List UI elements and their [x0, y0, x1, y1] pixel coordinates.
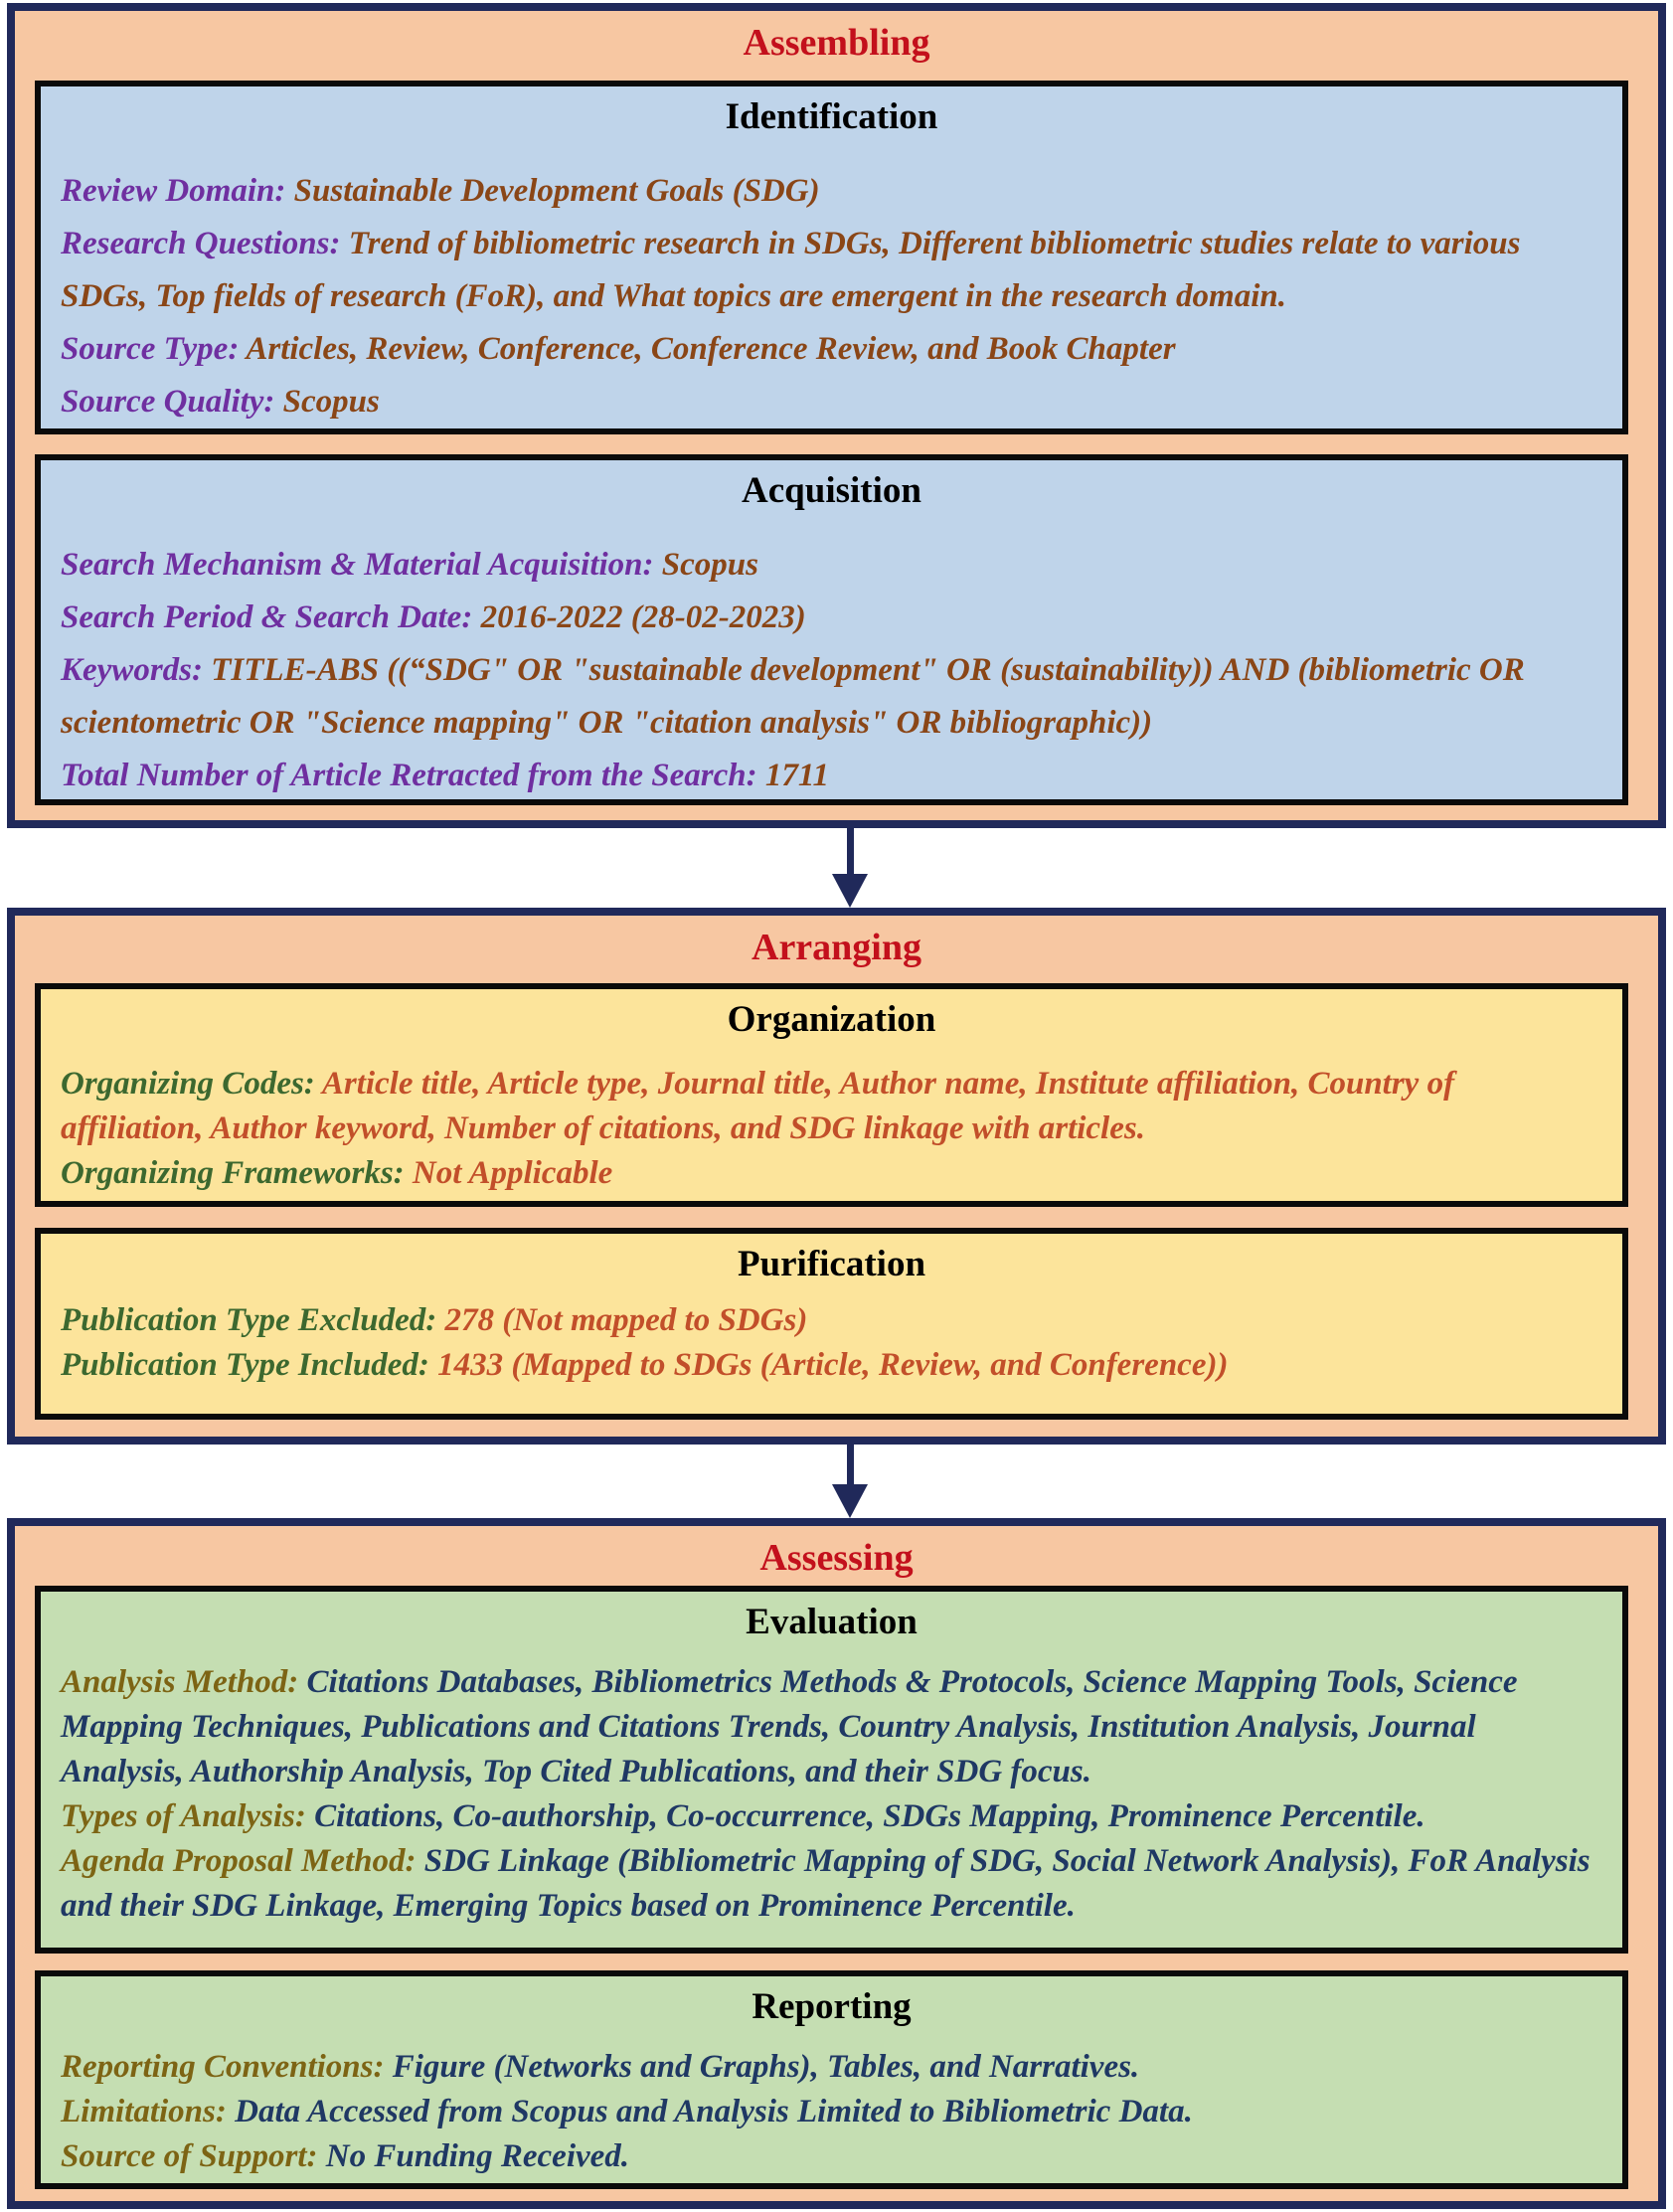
entry-label: Reporting Conventions: — [61, 2049, 385, 2085]
stage-title: Arranging — [752, 927, 921, 968]
entry-value: SDG Linkage (Bibliometric Mapping of SDG, Social Network Analysis), FoR Analysis and their SDG Linkage, Emerging Topics based on Prominence Percentile. — [61, 1843, 1590, 1924]
entry-label: Review Domain: — [61, 173, 286, 209]
entry-value: 1711 — [764, 758, 830, 793]
entry — [61, 2045, 1594, 2090]
entry — [61, 218, 1594, 323]
entry-value: Figure (Networks and Graphs), Tables, and Narratives. — [392, 2049, 1140, 2085]
entry — [61, 1151, 1594, 1196]
entry-value: 278 (Not mapped to SDGs) — [444, 1302, 808, 1338]
flow-arrow-icon — [832, 1445, 868, 1518]
entry-label: Total Number of Article Retracted from the Search: — [61, 758, 757, 793]
arrow-head — [832, 874, 868, 908]
entry-list — [41, 1062, 1622, 1196]
box-organization — [35, 983, 1628, 1207]
entry-label: Agenda Proposal Method: — [61, 1843, 417, 1879]
flow-arrow-icon — [832, 828, 868, 908]
entry-value: Data Accessed from Scopus and Analysis Limited to Bibliometric Data. — [235, 2094, 1193, 2129]
entry — [61, 1839, 1594, 1929]
entry-list — [41, 2045, 1622, 2179]
entry — [61, 165, 1594, 218]
entry — [61, 1343, 1594, 1388]
entry-label: Publication Type Excluded: — [61, 1302, 437, 1338]
box-acquisition — [35, 454, 1628, 805]
entry-label: Search Period & Search Date: — [61, 599, 473, 635]
entry-value: 2016-2022 (28-02-2023) — [480, 599, 806, 635]
stage-assembling — [7, 3, 1666, 828]
entry-label: Organizing Frameworks: — [61, 1155, 405, 1191]
entry-value: Trend of bibliometric research in SDGs, Different bibliometric studies relate to various SDGs, Top fields of research (FoR), and What topics are emergent in the research domain. — [61, 226, 1521, 314]
entry-list — [41, 165, 1622, 428]
stage-title: Assembling — [743, 22, 930, 64]
entry-label: Source Quality: — [61, 384, 275, 420]
entry — [61, 323, 1594, 376]
entry — [61, 644, 1594, 750]
box-title: Acquisition — [742, 470, 921, 511]
entry-value: Sustainable Development Goals (SDG) — [293, 173, 820, 209]
stage-title: Assessing — [759, 1537, 914, 1579]
entry-label: Analysis Method: — [61, 1664, 299, 1700]
entry-label: Limitations: — [61, 2094, 227, 2129]
entry-value: Scopus — [282, 384, 380, 420]
box-title: Reporting — [752, 1986, 912, 2027]
arrow-head — [832, 1484, 868, 1518]
entry-label: Source of Support: — [61, 2138, 318, 2174]
entry — [61, 1794, 1594, 1839]
entry — [61, 750, 1594, 802]
entry-list — [41, 539, 1622, 802]
entry-label: Research Questions: — [61, 226, 341, 261]
entry — [61, 539, 1594, 592]
entry — [61, 592, 1594, 644]
entry-value: Scopus — [661, 547, 758, 583]
box-identification — [35, 81, 1628, 434]
entry-value: 1433 (Mapped to SDGs (Article, Review, and Conference)) — [437, 1347, 1229, 1383]
arrow-shaft — [847, 828, 854, 874]
entry-label: Source Type: — [61, 331, 240, 367]
entry — [61, 1298, 1594, 1343]
entry-value: Articles, Review, Conference, Conference Review, and Book Chapter — [246, 331, 1176, 367]
box-title: Organization — [727, 999, 936, 1040]
entry-value: Citations Databases, Bibliometrics Methods & Protocols, Science Mapping Tools, Science Mapping Techniques, Publications and Citations Trends, Country Analysis, Institution Analysis, Journal Analysis, Authorship Analysis, Top Cited Publications, and their SDG focus. — [61, 1664, 1518, 1789]
stage-arranging — [7, 908, 1666, 1445]
entry-label: Keywords: — [61, 652, 203, 688]
entry-value: Citations, Co-authorship, Co-occurrence, SDGs Mapping, Prominence Percentile. — [314, 1798, 1425, 1834]
entry-label: Organizing Codes: — [61, 1066, 315, 1102]
entry-value: TITLE-ABS ((“SDG" OR "sustainable development" OR (sustainability)) AND (bibliometric OR scientometric OR "Science mapping" OR "citation analysis" OR bibliographic)) — [61, 652, 1525, 741]
entry-list — [41, 1298, 1622, 1388]
box-title: Purification — [737, 1244, 926, 1284]
entry-label: Publication Type Included: — [61, 1347, 429, 1383]
entry-value: Not Applicable — [412, 1155, 613, 1191]
arrow-shaft — [847, 1445, 854, 1484]
box-evaluation — [35, 1586, 1628, 1954]
entry-value: No Funding Received. — [325, 2138, 630, 2174]
stage-assessing — [7, 1518, 1666, 2209]
entry-value: Article title, Article type, Journal title, Author name, Institute affiliation, Country of affiliation, Author keyword, Number of citations, and SDG linkage with articles. — [61, 1066, 1455, 1146]
entry — [61, 1062, 1594, 1151]
box-purification — [35, 1228, 1628, 1420]
box-reporting — [35, 1970, 1628, 2189]
entry — [61, 1660, 1594, 1794]
entry — [61, 2090, 1594, 2134]
entry-list — [41, 1660, 1622, 1929]
box-title: Identification — [725, 96, 938, 137]
entry-label: Search Mechanism & Material Acquisition: — [61, 547, 654, 583]
entry — [61, 2134, 1594, 2179]
entry — [61, 376, 1594, 428]
entry-label: Types of Analysis: — [61, 1798, 306, 1834]
box-title: Evaluation — [746, 1602, 918, 1642]
